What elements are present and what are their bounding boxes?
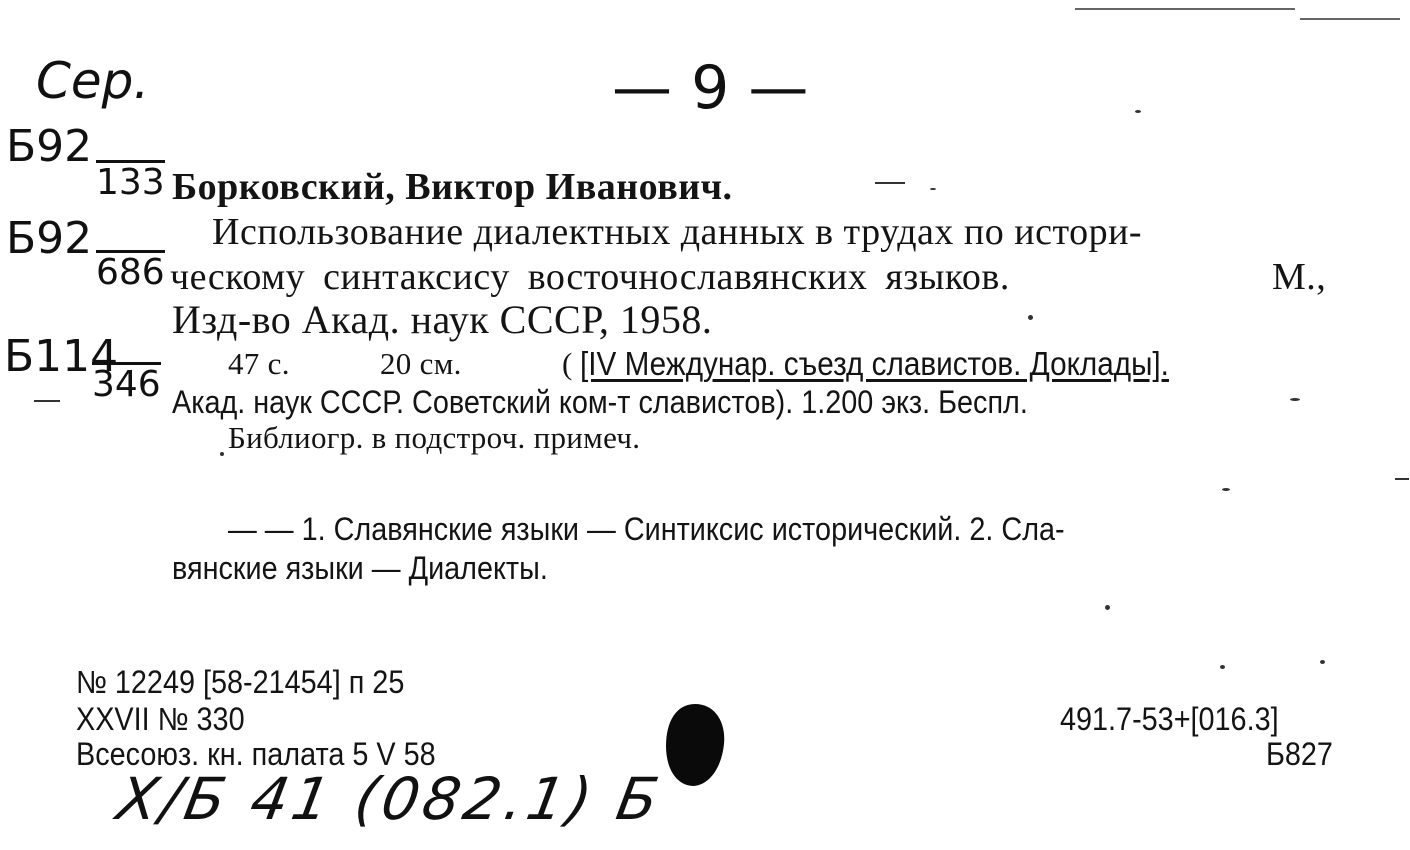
handwritten-prefix: Сер. (36, 52, 150, 110)
city: М., (1272, 256, 1327, 298)
shelf-mark-code-1: Б92 (6, 121, 93, 172)
size: 20 см. (380, 346, 462, 381)
footer-line-3: Всесоюз. кн. палата 5 V 58 (76, 736, 436, 772)
shelf-mark-number-2: 686 (96, 252, 165, 293)
handwritten-accession: Х/Б 41 (082.1) Б (112, 765, 668, 833)
ink-blot (660, 700, 730, 790)
title-line-2: ческому синтаксису восточнославянских языков. (170, 256, 1010, 298)
pages: 47 с. (228, 346, 290, 381)
classification-number: 491.7-53+[016.3] (1060, 701, 1279, 737)
author-heading: Борковский, Виктор Иванович. (172, 166, 733, 208)
cutter-number: Б827 (1266, 736, 1333, 772)
page-number: — 9 — (612, 53, 809, 123)
title-line-3: Изд-во Акад. наук СССР, 1958. (172, 297, 713, 342)
shelf-mark-number-3: 346 (92, 364, 161, 405)
series-title: [IV Междунар. съезд славистов. Доклады]. (580, 345, 1169, 382)
footer-line-2: XXVII № 330 (76, 701, 245, 737)
series-continuation: Акад. наук СССР. Советский ком-т славистов). 1.200 экз. Беспл. (172, 384, 1028, 420)
footer-line-1: № 12249 [58-21454] п 25 (76, 664, 405, 700)
title-line-1: Использование диалектных данных в трудах по истори- (212, 211, 1143, 253)
shelf-mark-code-3: Б114 (4, 331, 119, 382)
subjects-line-1: — — 1. Славянские языки — Синтиксис исторический. 2. Сла- (228, 511, 1065, 547)
shelf-mark-number-1: 133 (96, 162, 165, 203)
bibliography-note: Библиогр. в подстроч. примеч. (228, 420, 641, 455)
series-open-paren: ( (562, 346, 573, 381)
shelf-mark-code-2: Б92 (6, 213, 93, 264)
subjects-line-2: вянские языки — Диалекты. (172, 550, 548, 586)
